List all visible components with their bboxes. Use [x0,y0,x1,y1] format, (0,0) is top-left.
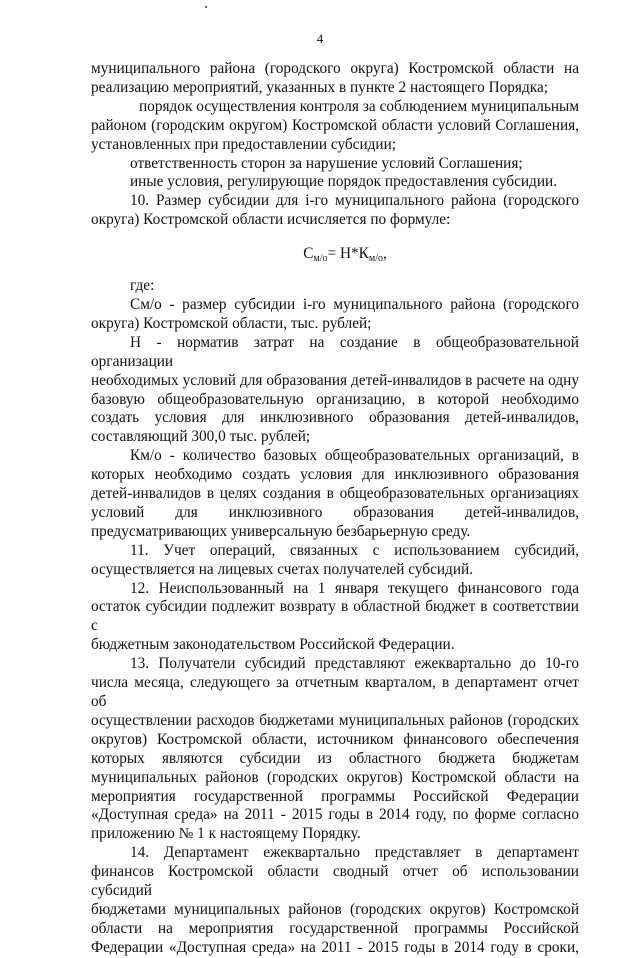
text-block-main [91,296,579,958]
text-line: детей-инвалидов в целях создания в общеобразовательных организациях [91,485,579,503]
formula-lhs-subscript: м/о [313,253,328,265]
page-number: 4 [316,31,324,46]
text-line: составляющий 300,0 тыс. рублей; [91,428,311,446]
text-line: муниципального района (городского округа) Костромской области на [91,60,579,77]
text-line: 10. Размер субсидии для i-го муниципального района (городского [130,192,579,210]
text-line: См/о - размер субсидии i-го муниципального района (городского [130,295,579,313]
text-line: реализацию мероприятий, указанных в пункте 2 настоящего Порядка; [91,78,548,96]
text-line: 12. Неиспользованный на 1 января текущего финансового года [130,579,579,597]
text-line: 11. Учет операций, связанных с использованием субсидий, [130,541,579,559]
text-line: которых являются субсидии из областного бюджета бюджетам [91,749,579,767]
where-label: где: [130,277,155,295]
text-line: приложению № 1 к настоящему Порядку. [91,825,361,843]
text-line: 14. Департамент ежеквартально представляет в департамент [130,844,579,862]
text-line: округов) Костромской области, источником финансового обеспечения [91,730,579,748]
scan-speck [205,6,207,8]
text-line: финансов Костромской области сводный отчет об использовании субсидий [91,863,579,900]
formula-equals: = Н*К [327,245,369,263]
text-line: бюджетным законодательством Российской Федерации. [91,636,455,654]
text-line: осуществляется на лицевых счетах получателей субсидий. [91,560,474,578]
text-line: Н - норматив затрат на создание в общеобразовательной организации [91,333,579,370]
document-body [91,60,579,958]
text-line: числа месяца, следующего за отчетным кварталом, в департамент отчет об [91,674,579,710]
text-line: ответственность сторон за нарушение условий Соглашения; [130,154,523,172]
text-line: иные условия, регулирующие порядок предоставления субсидии. [130,173,558,191]
text-line: «Доступная среда» на 2011 - 2015 годы в 2014 году, по форме согласно [91,806,579,824]
text-line: округа) Костромской области исчисляется по формуле: [91,211,451,229]
formula-lhs: С [303,245,314,263]
text-line: которых необходимо создать условия для инклюзивного образования [91,466,579,484]
formula [91,245,579,269]
text-line: 13. Получатели субсидий представляют ежеквартально до 10-го [130,655,579,673]
text-line: установленных при предоставлении субсидии; [91,135,397,153]
text-line: бюджетами муниципальных районов (городских округов) Костромской [91,900,579,918]
text-block-intro [91,60,579,230]
text-line: округа) Костромской области, тыс. рублей; [91,314,372,332]
text-line: районом (городским округом) Костромской области условий Соглашения, [91,116,579,134]
text-line: создать условия для инклюзивного образования детей-инвалидов, [91,409,579,427]
text-line: необходимых условий для образования детей-инвалидов в расчете на одну [91,371,579,389]
text-line: условий для инклюзивного образования детей-инвалидов, [91,503,579,521]
text-line: Км/о - количество базовых общеобразовательных организаций, в [130,447,579,465]
formula-rhs-subscript: м/о [368,253,383,265]
text-line: муниципальных районов (городских округов) Костромской области на [91,768,579,786]
text-line: базовую общеобразовательную организацию, в которой необходимо [91,390,579,408]
text-line: Федерации «Доступная среда» на 2011 - 2015 годы в 2014 году в сроки, [91,938,579,956]
text-line: порядок осуществления контроля за соблюдением муниципальным [139,97,579,115]
text-line: осуществлении расходов бюджетами муниципальных районов (городских [91,711,579,729]
text-line: предусматривающих универсальную безбарьерную среду. [91,522,471,540]
formula-tail: , [382,245,387,263]
text-line: мероприятия государственной программы Российской Федерации [91,787,579,805]
text-line: области на мероприятия государственной программы Российской [91,919,579,937]
text-line: остаток субсидии подлежит возврату в областной бюджет в соответствии с [91,598,579,635]
